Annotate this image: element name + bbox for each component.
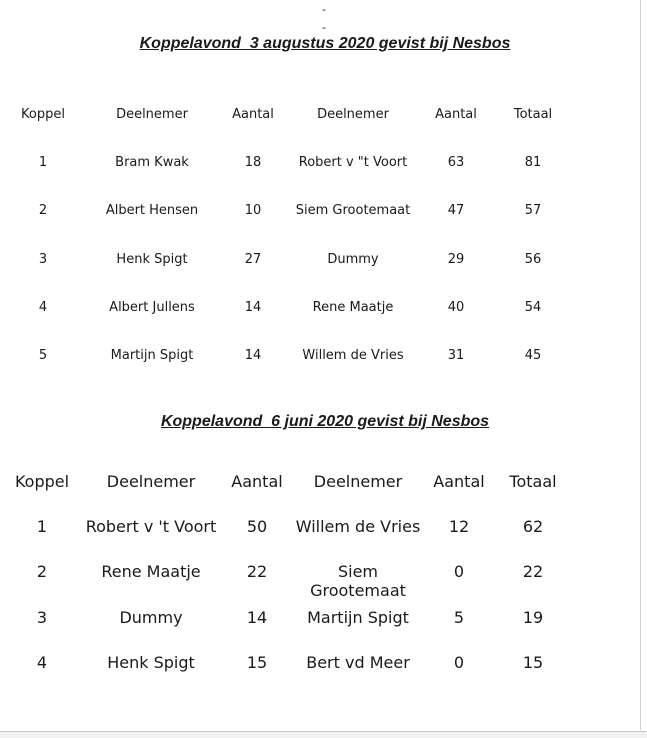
cell-totaal: 56 xyxy=(524,252,542,267)
cell-koppel: 3 xyxy=(38,252,48,267)
cell-totaal: 57 xyxy=(524,203,542,218)
cell-aantal: 0 xyxy=(453,562,465,581)
table-row xyxy=(0,517,647,537)
cell-aantal: 50 xyxy=(246,517,268,536)
cell-deelnemer: Robert v "t Voort xyxy=(298,155,408,170)
cell-totaal: 81 xyxy=(524,155,542,170)
table2-title: Koppelavond 6 juni 2020 gevist bij Nesbos xyxy=(160,413,490,430)
cell-deelnemer: Willem de Vries xyxy=(295,517,421,536)
cell-koppel: 5 xyxy=(38,348,48,363)
header-deelnemer: Deelnemer xyxy=(317,107,389,122)
table-row xyxy=(0,300,647,320)
cell-deelnemer: Robert v 't Voort xyxy=(85,517,217,536)
cell-deelnemer: Henk Spigt xyxy=(107,653,195,672)
cell-koppel: 2 xyxy=(36,562,48,581)
header-aantal: Aantal xyxy=(433,472,485,491)
cell-totaal: 62 xyxy=(522,517,544,536)
header-deelnemer: Deelnemer xyxy=(313,472,403,491)
cell-totaal: 22 xyxy=(522,562,544,581)
cell-aantal: 63 xyxy=(447,155,465,170)
header-koppel: Koppel xyxy=(14,472,70,491)
cell-totaal: 19 xyxy=(522,608,544,627)
header-deelnemer: Deelnemer xyxy=(116,107,188,122)
table1-header-row xyxy=(0,107,647,127)
cell-deelnemer: Rene Maatje xyxy=(312,300,394,315)
header-totaal: Totaal xyxy=(509,472,557,491)
cell-deelnemer: Rene Maatje xyxy=(101,562,201,581)
cell-aantal: 14 xyxy=(246,608,268,627)
cell-aantal: 29 xyxy=(447,252,465,267)
header-totaal: Totaal xyxy=(513,107,553,122)
cell-aantal: 14 xyxy=(244,348,262,363)
table1-title: Koppelavond 3 augustus 2020 gevist bij Nesbos xyxy=(139,35,511,52)
table-row xyxy=(0,155,647,175)
cell-koppel: 4 xyxy=(38,300,48,315)
cell-aantal: 40 xyxy=(447,300,465,315)
cell-totaal: 45 xyxy=(524,348,542,363)
cell-aantal: 5 xyxy=(453,608,465,627)
cell-deelnemer: Siem Grootemaat xyxy=(310,562,406,600)
cell-deelnemer: Martijn Spigt xyxy=(110,348,194,363)
bottom-scrollbar[interactable] xyxy=(0,731,647,738)
table-row xyxy=(0,252,647,272)
header-aantal: Aantal xyxy=(232,107,274,122)
header-aantal: Aantal xyxy=(435,107,477,122)
table-row xyxy=(0,562,647,600)
header-aantal: Aantal xyxy=(231,472,283,491)
top-mark: - xyxy=(322,3,326,16)
cell-koppel: 2 xyxy=(38,203,48,218)
header-deelnemer: Deelnemer xyxy=(106,472,196,491)
cell-deelnemer: Bert vd Meer xyxy=(306,653,410,672)
table-row xyxy=(0,653,647,673)
header-koppel: Koppel xyxy=(21,107,65,122)
cell-aantal: 22 xyxy=(246,562,268,581)
cell-aantal: 31 xyxy=(447,348,465,363)
top-mark: - xyxy=(322,21,326,34)
cell-deelnemer: Siem Grootemaat xyxy=(295,203,411,218)
cell-koppel: 4 xyxy=(36,653,48,672)
cell-koppel: 1 xyxy=(38,155,48,170)
cell-aantal: 27 xyxy=(244,252,262,267)
cell-deelnemer: Albert Jullens xyxy=(109,300,195,315)
cell-aantal: 14 xyxy=(244,300,262,315)
cell-aantal: 47 xyxy=(447,203,465,218)
cell-aantal: 0 xyxy=(453,653,465,672)
table2-header-row xyxy=(0,472,647,492)
table-row xyxy=(0,348,647,368)
cell-deelnemer: Henk Spigt xyxy=(116,252,188,267)
cell-aantal: 18 xyxy=(244,155,262,170)
table-row xyxy=(0,608,647,628)
cell-deelnemer: Albert Hensen xyxy=(105,203,199,218)
cell-aantal: 15 xyxy=(246,653,268,672)
cell-aantal: 12 xyxy=(448,517,470,536)
cell-deelnemer: Willem de Vries xyxy=(302,348,404,363)
cell-deelnemer: Bram Kwak xyxy=(115,155,189,170)
table-row xyxy=(0,203,647,223)
cell-deelnemer: Dummy xyxy=(327,252,379,267)
cell-aantal: 10 xyxy=(244,203,262,218)
cell-totaal: 15 xyxy=(522,653,544,672)
cell-deelnemer: Dummy xyxy=(119,608,183,627)
cell-totaal: 54 xyxy=(524,300,542,315)
cell-deelnemer: Martijn Spigt xyxy=(307,608,409,627)
cell-koppel: 3 xyxy=(36,608,48,627)
cell-koppel: 1 xyxy=(36,517,48,536)
